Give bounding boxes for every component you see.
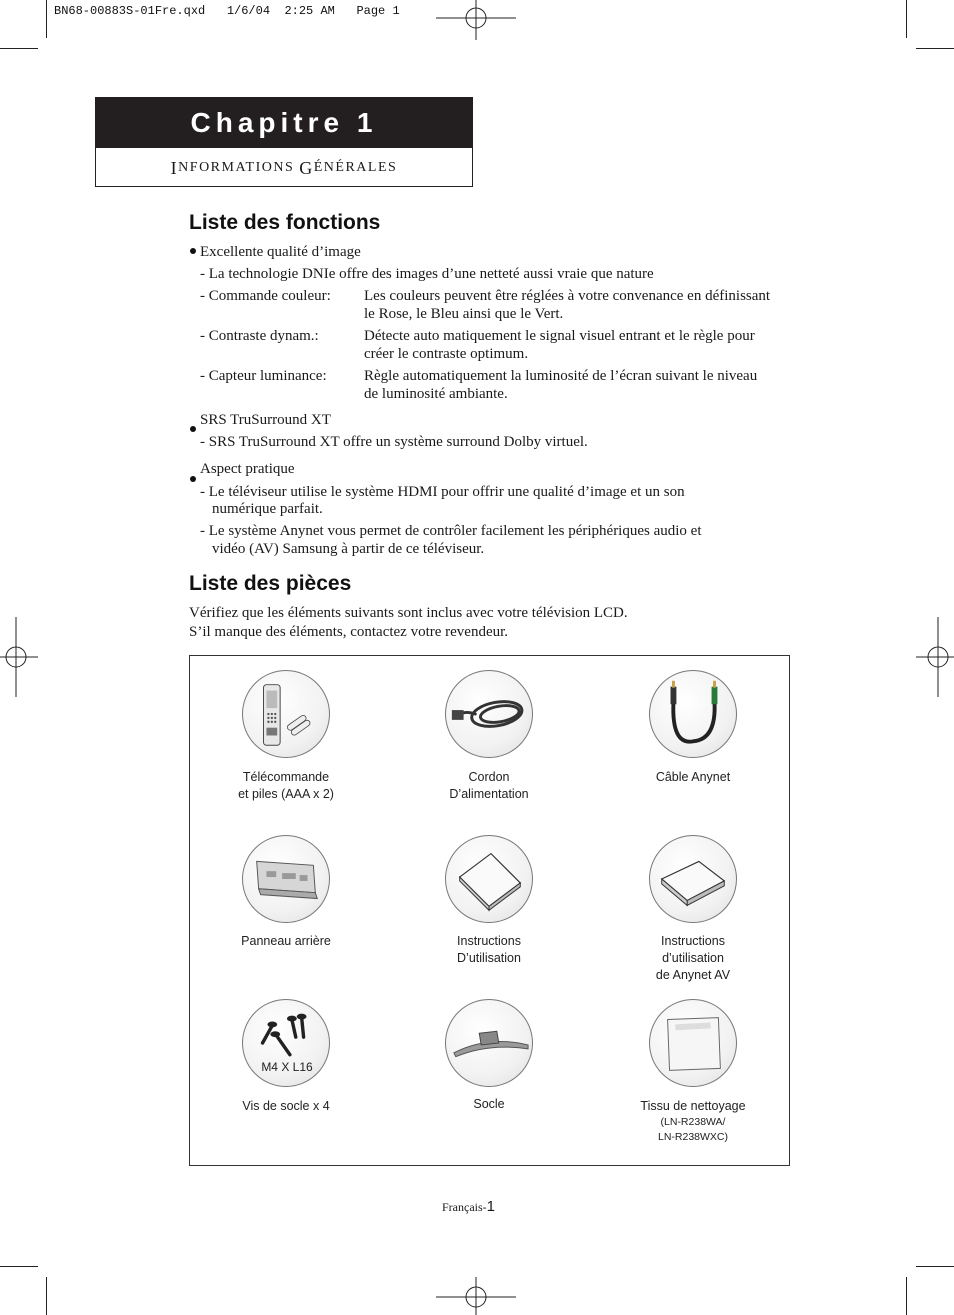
feature-group-title: Excellente qualité d’image xyxy=(200,244,361,260)
feature-desc: Règle automatiquement la luminosité de l’écran suivant le niveau xyxy=(364,368,758,384)
parts-heading: Liste des pièces xyxy=(189,572,352,595)
anynet-cable-icon xyxy=(649,670,737,758)
part-caption: Vis de socle x 4 xyxy=(242,1099,330,1113)
footer-language: Français- xyxy=(442,1200,487,1214)
feature-label: - Commande couleur: xyxy=(200,288,331,304)
feature-desc: le Rose, le Bleu ainsi que le Vert. xyxy=(364,306,564,322)
cleaning-cloth-icon xyxy=(649,999,737,1087)
feature-desc: créer le contraste optimum. xyxy=(364,346,529,362)
feature-group-title: Aspect pratique xyxy=(200,461,295,477)
part-caption: Télécommande et piles (AAA x 2) xyxy=(238,770,334,801)
chapter-subtitle: I NFORMATIONS G ÉNÉRALES xyxy=(170,157,398,178)
print-slug: BN68-00883S-01Fre.qxd 1/6/04 2:25 AM Page 1 xyxy=(54,4,400,18)
feature-group-title: SRS TruSurround XT xyxy=(200,412,331,428)
feature-line: vidéo (AV) Samsung à partir de ce téléviseur. xyxy=(212,541,485,557)
parts-intro: Vérifiez que les éléments suivants sont inclus avec votre télévision LCD. xyxy=(189,605,628,621)
registration-mark-right xyxy=(916,617,954,697)
features-heading: Liste des fonctions xyxy=(189,211,381,234)
feature-desc: Les couleurs peuvent être réglées à votre convenance en définissant xyxy=(364,288,771,304)
remote-control-icon xyxy=(242,670,330,758)
part-caption: Instructions d’utilisation de Anynet AV xyxy=(655,934,731,982)
page-footer xyxy=(442,1198,495,1215)
part-caption: Socle xyxy=(473,1097,505,1111)
feature-line: - SRS TruSurround XT offre un système surround Dolby virtuel. xyxy=(200,434,588,450)
rear-panel-icon xyxy=(242,835,330,923)
registration-mark-left xyxy=(0,617,38,697)
part-caption: Cordon D’alimentation xyxy=(449,770,529,801)
part-caption: Panneau arrière xyxy=(241,934,331,948)
feature-line: numérique parfait. xyxy=(212,501,323,517)
stand-icon xyxy=(445,999,533,1087)
registration-mark-bottom xyxy=(436,1277,516,1315)
bullet-icon xyxy=(190,476,196,482)
power-cord-icon xyxy=(445,670,533,758)
feature-line: - Le système Anynet vous permet de contrôler facilement les périphériques audio et xyxy=(200,523,702,539)
registration-mark-top xyxy=(436,0,516,40)
part-caption: Tissu de nettoyage (LN-R238WA/ LN-R238WXC) xyxy=(640,1099,746,1143)
page-number: 1 xyxy=(486,1198,495,1215)
part-caption: Câble Anynet xyxy=(655,770,731,784)
part-caption: Instructions D’utilisation xyxy=(457,934,521,965)
feature-desc: Détecte auto matiquement le signal visuel entrant et le règle pour xyxy=(364,328,755,344)
manual-icon xyxy=(445,835,533,923)
chapter-title: Chapitre 1 xyxy=(95,97,473,148)
feature-label: - Contraste dynam.: xyxy=(200,328,319,344)
bullet-icon xyxy=(190,426,196,432)
screw-size-label: M4 X L16 xyxy=(261,1060,313,1074)
parts-intro: S’il manque des éléments, contactez votre revendeur. xyxy=(189,624,509,640)
bullet-icon xyxy=(190,248,196,254)
feature-line: - La technologie DNIe offre des images d’une netteté aussi vraie que nature xyxy=(200,266,654,282)
feature-line: - Le téléviseur utilise le système HDMI pour offrir une qualité d’image et un son xyxy=(200,484,685,500)
screws-icon xyxy=(242,999,330,1087)
feature-label: - Capteur luminance: xyxy=(200,368,327,384)
feature-desc: de luminosité ambiante. xyxy=(364,386,508,402)
anynet-manual-icon xyxy=(649,835,737,923)
